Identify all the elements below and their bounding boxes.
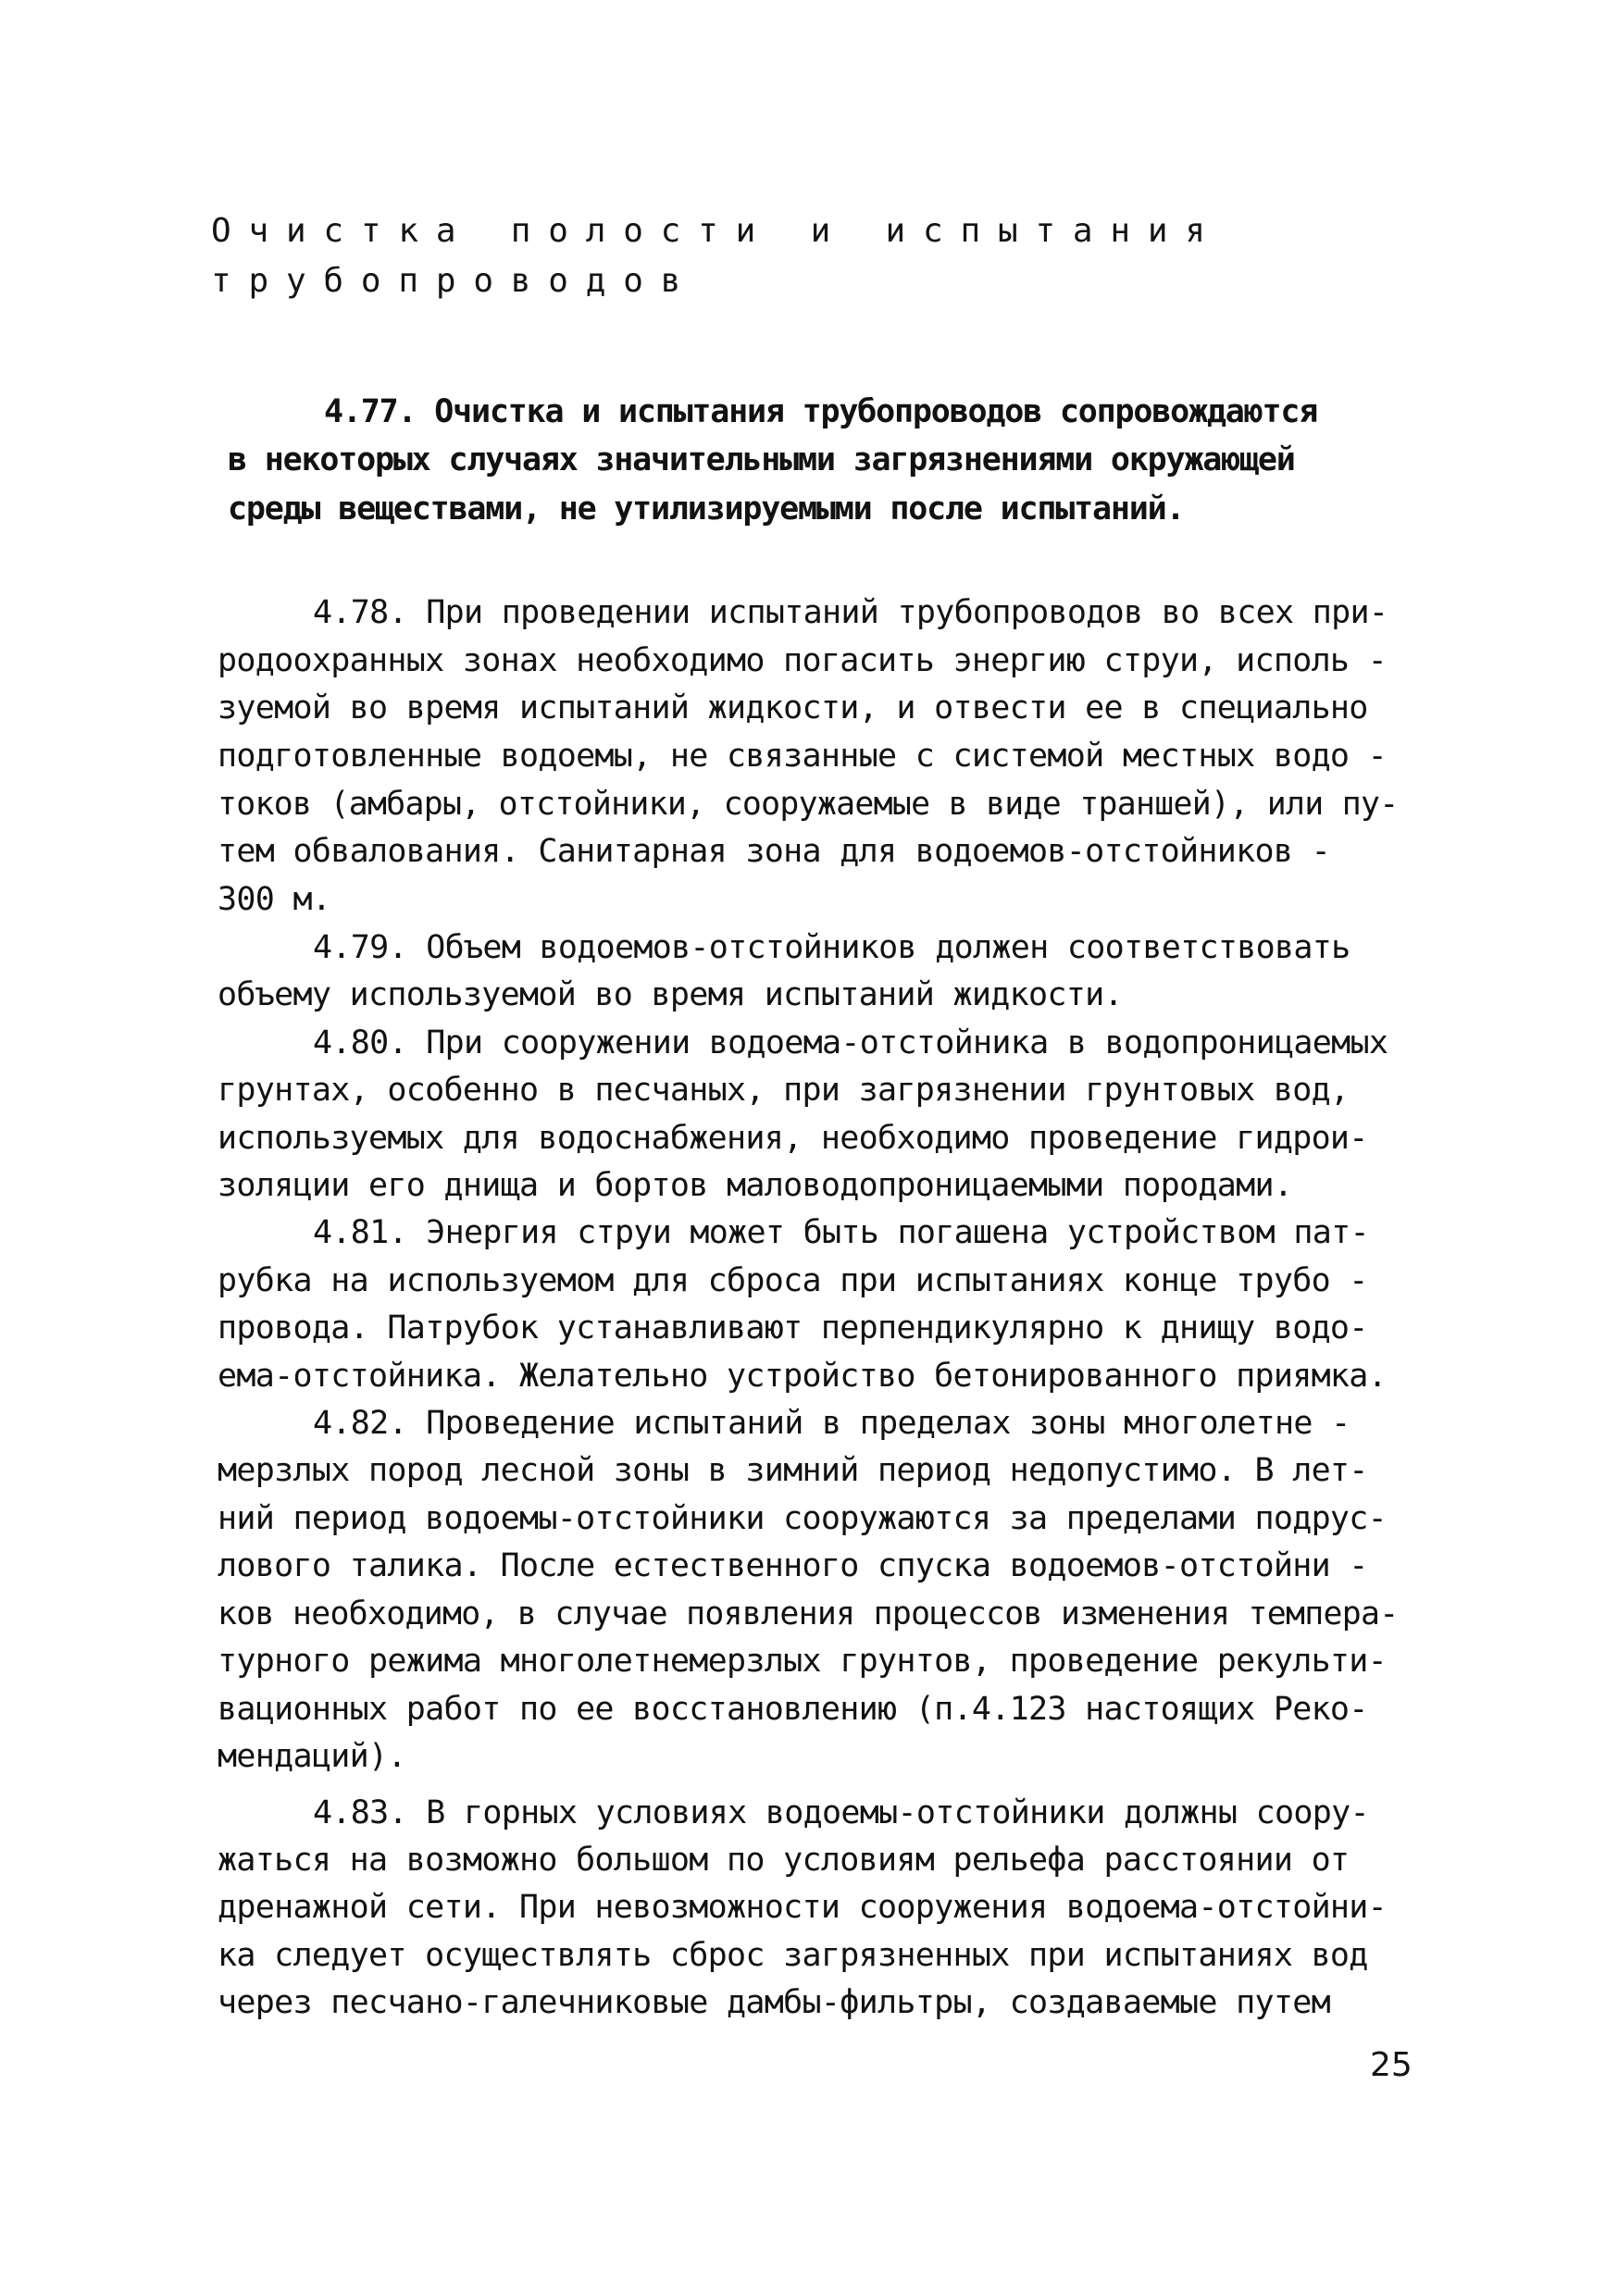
paragraph-4-80-line: грунтах, особенно в песчаных, при загрязнении грунтовых вод, — [218, 1072, 1350, 1109]
paragraph-4-78-line: 4.78. При проведении испытаний трубопроводов во всех при- — [313, 594, 1388, 631]
paragraph-4-82-line: мерзлых пород лесной зоны в зимний период недопустимо. В лет- — [218, 1452, 1368, 1489]
paragraph-4-78-line: токов (амбары, отстойники, сооружаемые в виде траншей), или пу- — [218, 786, 1399, 823]
paragraph-4-80-line: золяции его днища и бортов маловодопроницаемыми породами. — [218, 1167, 1293, 1204]
paragraph-4-82-line: вационных работ по ее восстановлению (п.4.123 настоящих Реко- — [218, 1691, 1368, 1728]
paragraph-4-83-line: дренажной сети. При невозможности сооружения водоема-отстойни- — [218, 1889, 1388, 1926]
section-title-line-2: трубопроводов — [211, 262, 699, 300]
paragraph-4-80-line: используемых для водоснабжения, необходимо проведение гидрои- — [218, 1120, 1368, 1157]
paragraph-4-82-line: 4.82. Проведение испытаний в пределах зоны многолетне - — [313, 1405, 1350, 1442]
paragraph-4-78-line: подготовленные водоемы, не связанные с системой местных водо - — [218, 738, 1388, 775]
paragraph-4-78-line: тем обвалования. Санитарная зона для водоемов-отстойников - — [218, 833, 1330, 870]
paragraph-4-77-line: 4.77. Очистка и испытания трубопроводов сопровождаются — [324, 393, 1318, 430]
paragraph-4-83-line: жаться на возможно большом по условиям рельефа расстоянии от — [218, 1842, 1350, 1879]
paragraph-4-77-line: среды веществами, не утилизируемыми после испытаний. — [228, 490, 1185, 527]
paragraph-4-80-line: 4.80. При сооружении водоема-отстойника в водопроницаемых — [313, 1024, 1388, 1061]
paragraph-4-81-line: рубка на используемом для сброса при испытаниях конце трубо - — [218, 1262, 1368, 1299]
page-number: 25 — [1370, 2046, 1413, 2084]
paragraph-4-82-line: турного режима многолетнемерзлых грунтов, проведение рекульти- — [218, 1643, 1388, 1680]
paragraph-4-83-line: 4.83. В горных условиях водоемы-отстойники должны соору- — [313, 1794, 1369, 1831]
section-title-line-1: Очистка полости и испытания — [211, 212, 1223, 250]
paragraph-4-82-line: мендаций). — [218, 1738, 406, 1775]
paragraph-4-82-line: ний период водоемы-отстойники сооружаются за пределами подрус- — [218, 1500, 1388, 1537]
paragraph-4-83-line: через песчано-галечниковые дамбы-фильтры, создаваемые путем — [218, 1984, 1330, 2021]
paragraph-4-82-line: ков необходимо, в случае появления процессов изменения темпера- — [218, 1595, 1399, 1632]
paragraph-4-78-line: родоохранных зонах необходимо погасить энергию струи, исполь - — [218, 642, 1388, 679]
paragraph-4-81-line: 4.81. Энергия струи может быть погашена устройством пат- — [313, 1214, 1369, 1251]
paragraph-4-81-line: ема-отстойника. Желательно устройство бетонированного приямка. — [218, 1358, 1388, 1395]
paragraph-4-81-line: провода. Патрубок устанавливают перпендикулярно к днищу водо- — [218, 1309, 1368, 1347]
paragraph-4-79-line: объему используемой во время испытаний жидкости. — [218, 976, 1123, 1013]
paragraph-4-78-line: 300 м. — [218, 881, 331, 918]
paragraph-4-79-line: 4.79. Объем водоемов-отстойников должен соответствовать — [313, 929, 1350, 966]
paragraph-4-77-line: в некоторых случаях значительными загрязнениями окружающей — [228, 441, 1295, 478]
paragraph-4-78-line: зуемой во время испытаний жидкости, и отвести ее в специально — [218, 689, 1368, 726]
paragraph-4-83-line: ка следует осуществлять сброс загрязненных при испытаниях вод — [218, 1937, 1368, 1974]
paragraph-4-82-line: лового талика. После естественного спуска водоемов-отстойни - — [218, 1547, 1368, 1584]
